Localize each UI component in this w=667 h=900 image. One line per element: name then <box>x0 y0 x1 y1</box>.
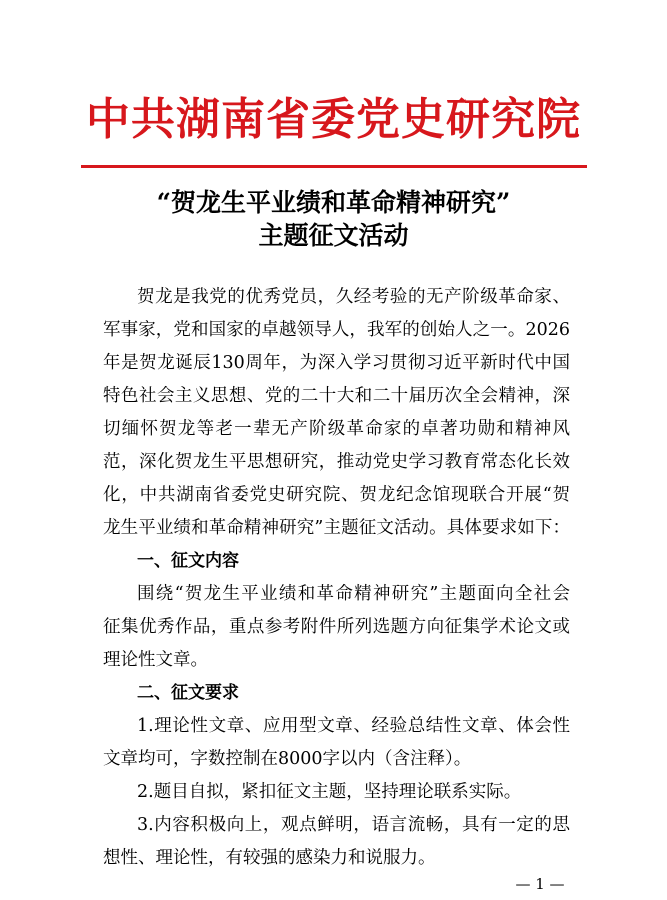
document-title-line-2: 主题征文活动 <box>258 221 409 250</box>
page-number: — 1 — <box>515 875 565 893</box>
paragraph-line: 年是贺龙诞辰130周年，为深入学习贯彻习近平新时代中国 <box>103 353 570 373</box>
paragraph-line: 贺龙是我党的优秀党员，久经考验的无产阶级革命家、 <box>137 287 570 307</box>
paragraph-line: 特色社会主义思想、党的二十大和二十届历次全会精神，深 <box>103 386 570 406</box>
paragraph-line: 化，中共湖南省委党史研究院、贺龙纪念馆现联合开展“贺 <box>103 485 570 505</box>
paragraph-line: 范，深化贺龙生平思想研究，推动党史学习教育常态化长效 <box>103 452 570 472</box>
document-title-line-1: “贺龙生平业绩和革命精神研究” <box>156 188 511 217</box>
requirement-item-1-continued: 文章均可，字数控制在8000字以内（含注释）。 <box>103 749 472 769</box>
paragraph-line: 围绕“贺龙生平业绩和革命精神研究”主题面向全社会 <box>137 584 570 604</box>
paragraph-line: 征集优秀作品，重点参考附件所列选题方向征集学术论文或 <box>103 617 570 637</box>
paragraph-line: 龙生平业绩和革命精神研究”主题征文活动。具体要求如下： <box>103 518 570 538</box>
section-heading: 二、征文要求 <box>137 683 239 703</box>
requirement-item-3-continued: 想性、理论性，有较强的感染力和说服力。 <box>103 848 436 868</box>
section-heading: 一、征文内容 <box>137 551 239 571</box>
paragraph-line: 军事家，党和国家的卓越领导人，我军的创始人之一。2026 <box>103 320 570 340</box>
organization-name: 中共湖南省委党史研究院 <box>86 94 581 145</box>
requirement-item-3: 3.内容积极向上，观点鲜明，语言流畅，具有一定的思 <box>137 815 570 835</box>
header-divider <box>81 165 587 168</box>
paragraph-line: 理论性文章。 <box>103 650 208 670</box>
requirement-item-1: 1.理论性文章、应用型文章、经验总结性文章、体会性 <box>137 716 570 736</box>
paragraph-line: 切缅怀贺龙等老一辈无产阶级革命家的卓著功勋和精神风 <box>103 419 570 439</box>
requirement-item-2: 2.题目自拟，紧扣征文主题，坚持理论联系实际。 <box>137 782 522 802</box>
